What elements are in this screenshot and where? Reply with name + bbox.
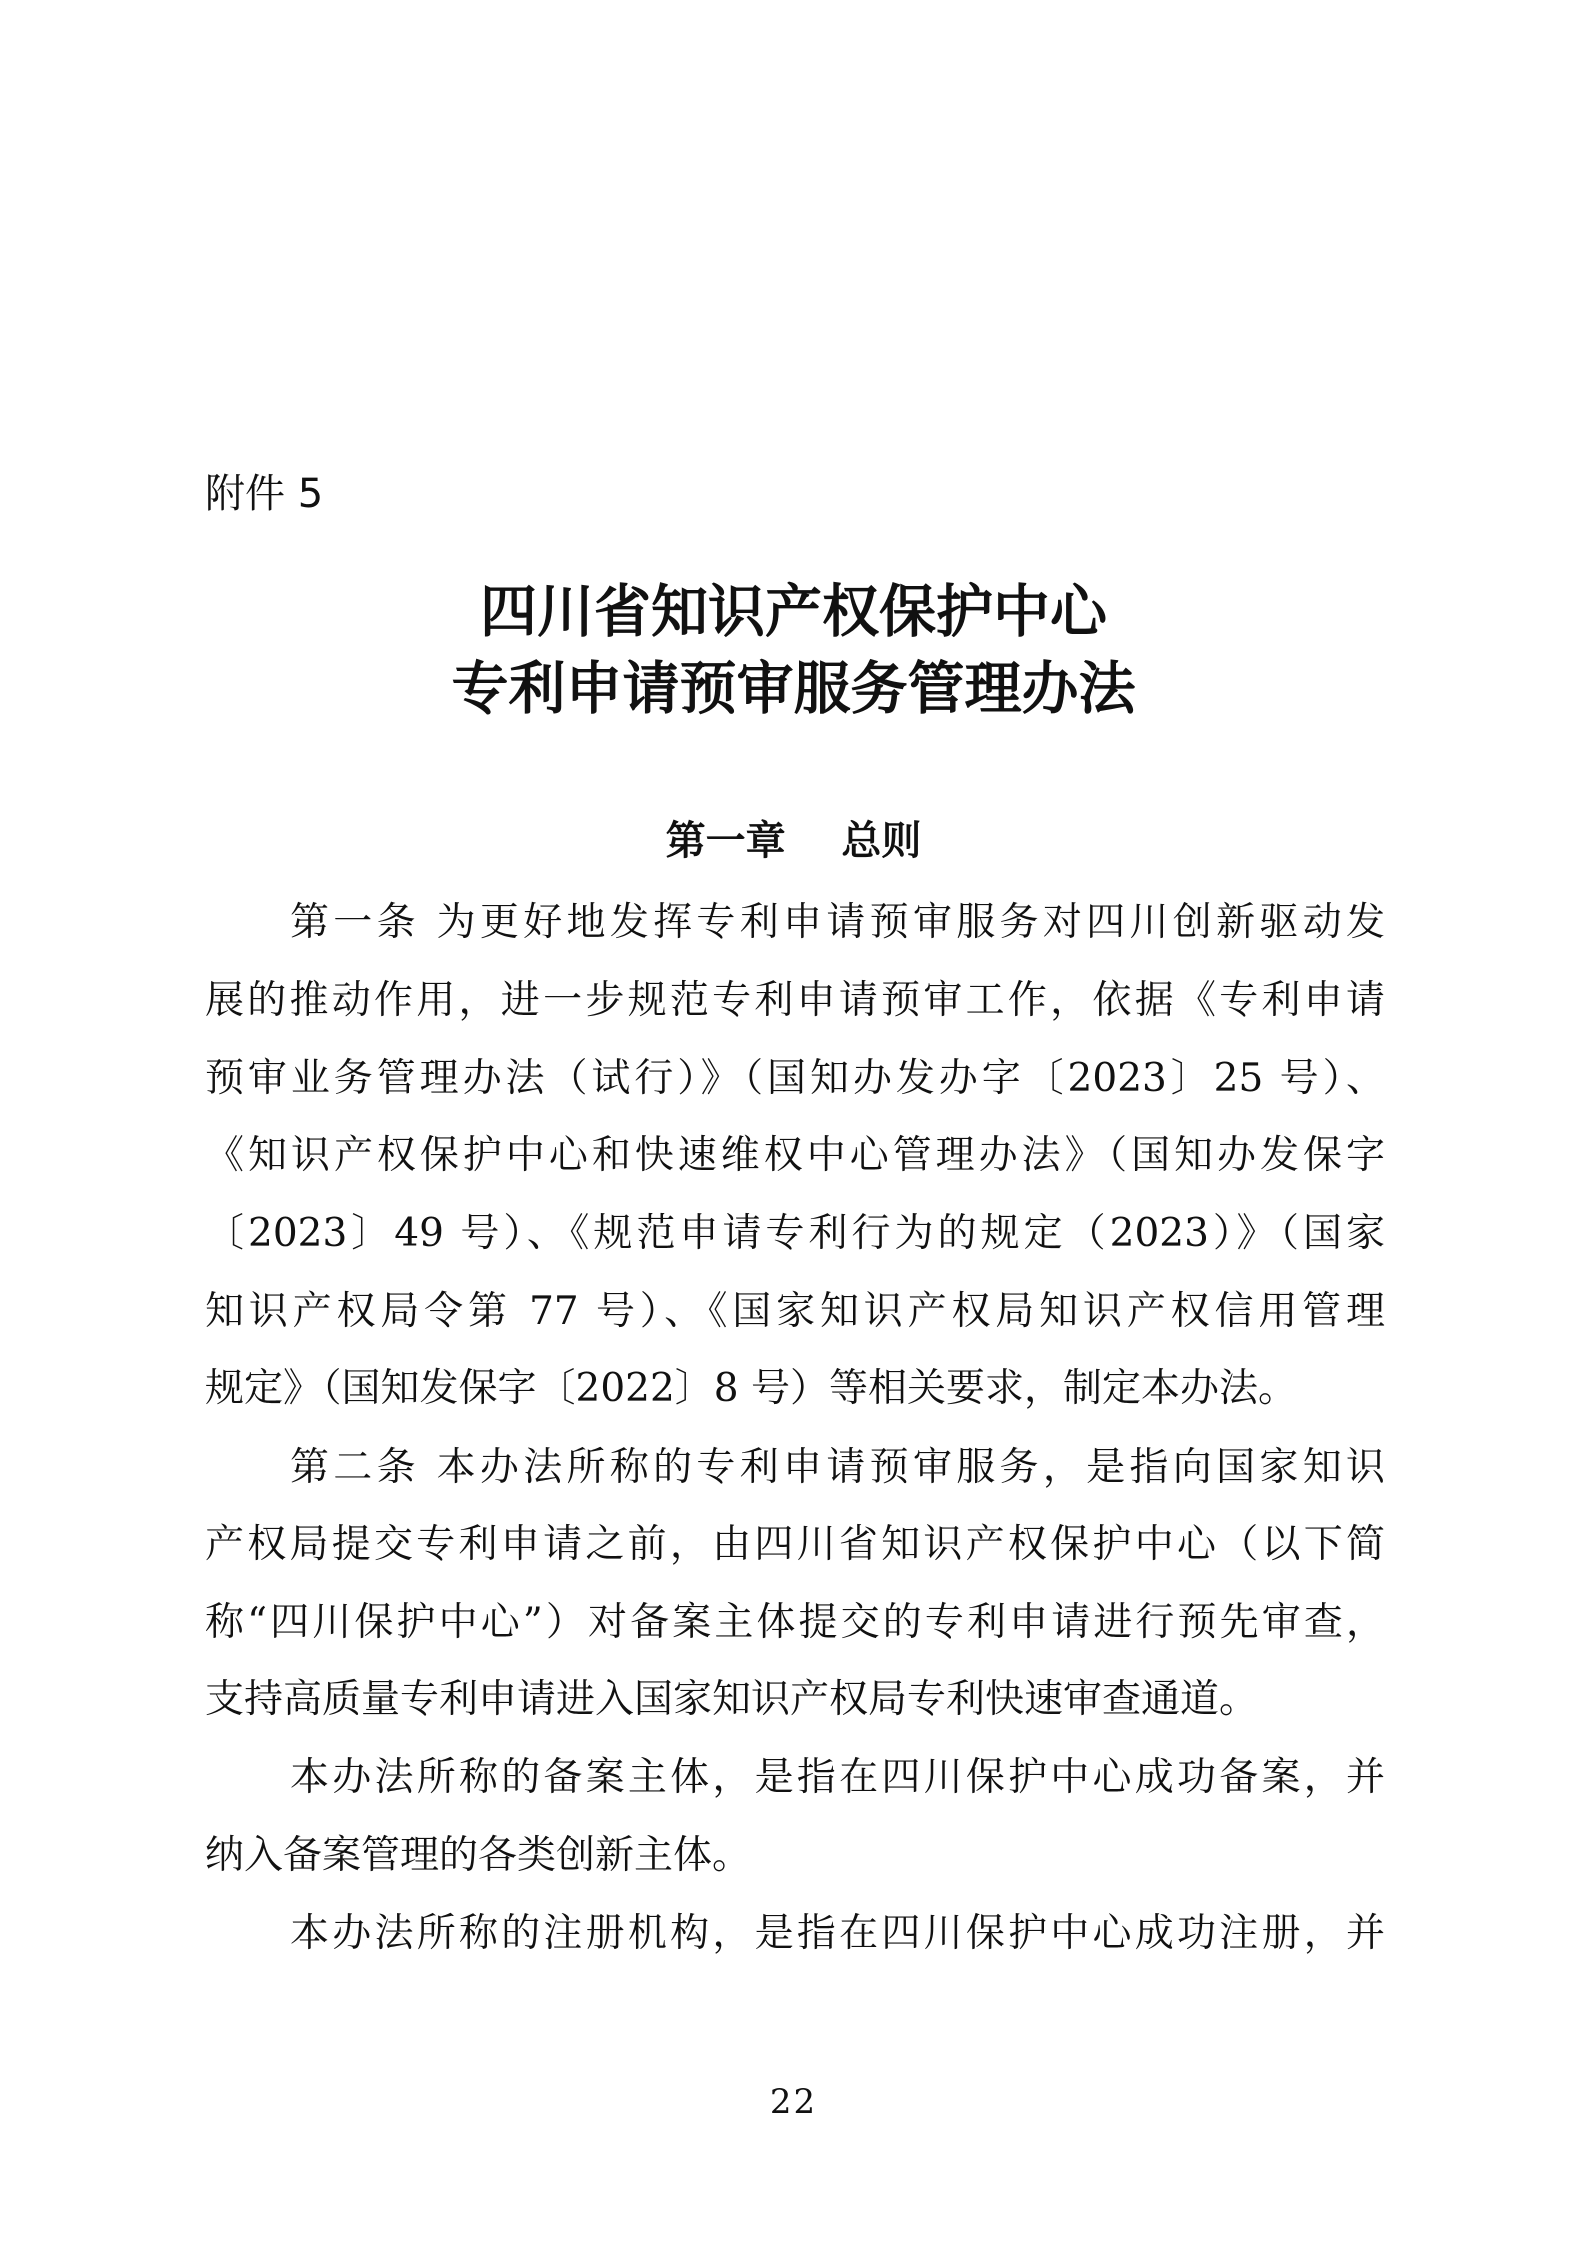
- article-1-line-6: 知识产权局令第 77 号）、《国家知识产权局知识产权信用管理: [205, 1289, 1385, 1334]
- article-1-line-5: 〔2023〕49 号）、《规范申请专利行为的规定（2023）》（国家: [205, 1211, 1385, 1256]
- article-1-line-2: 展的推动作用，进一步规范专利申请预审工作，依据《专利申请: [205, 978, 1385, 1023]
- attachment-label: 附件 5: [205, 471, 324, 517]
- article-1-line-4: 《知识产权保护中心和快速维权中心管理办法》（国知办发保字: [205, 1133, 1385, 1178]
- article-2-line-3: 称“四川保护中心”）对备案主体提交的专利申请进行预先审查，: [205, 1600, 1385, 1645]
- article-1-line-7: 规定》（国知发保字〔2022〕8 号）等相关要求，制定本办法。: [205, 1366, 1297, 1411]
- chapter-heading: 第一章 总则: [665, 818, 922, 864]
- article-1-line-1: 第一条 为更好地发挥专利申请预审服务对四川创新驱动发: [290, 900, 1385, 945]
- page-number: 22: [769, 2082, 818, 2122]
- document-title-line-1: 四川省知识产权保护中心: [480, 578, 1107, 645]
- article-2-line-2: 产权局提交专利申请之前，由四川省知识产权保护中心（以下简: [205, 1522, 1385, 1567]
- document-title-line-2: 专利申请预审服务管理办法: [451, 655, 1136, 722]
- filing-entity-line-2: 纳入备案管理的各类创新主体。: [205, 1833, 752, 1878]
- article-1-line-3: 预审业务管理办法（试行）》（国知办发办字〔2023〕25 号）、: [205, 1056, 1385, 1101]
- registered-agency-line-1: 本办法所称的注册机构，是指在四川保护中心成功注册，并: [290, 1911, 1385, 1956]
- article-2-line-1: 第二条 本办法所称的专利申请预审服务，是指向国家知识: [290, 1445, 1385, 1490]
- article-2-line-4: 支持高质量专利申请进入国家知识产权局专利快速审查通道。: [205, 1677, 1259, 1722]
- filing-entity-line-1: 本办法所称的备案主体，是指在四川保护中心成功备案，并: [290, 1755, 1385, 1800]
